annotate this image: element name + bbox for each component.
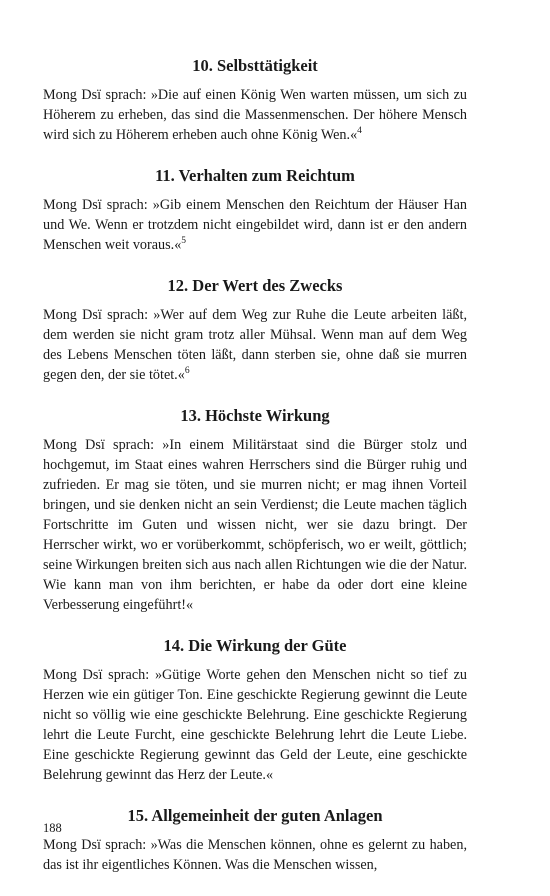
footnote-marker[interactable]: 6 [184,366,190,376]
footnote-marker[interactable]: 4 [357,126,362,136]
section-body: Mong Dsï sprach: »Wer auf dem Weg zur Ruhe die Leute arbeiten läßt, dem werden sie nicht gram trotz aller Mühsal. Wenn man auf dem Weg des Lebens Menschen töten läßt, dann sterben sie, ohne daß sie murren gegen den, der sie tötet.« [43,307,467,383]
section-text [43,85,467,145]
section-text [43,435,467,615]
section-heading: 13. Höchste Wirkung [180,406,330,425]
section-body: Mong Dsï sprach: »In einem Militärstaat sind die Bürger stolz und hochgemut, im Staat eines wahren Herrschers sind die Bürger ruhig und zufrieden. Er mag sie töten, und sie murren nicht; er mag ihnen Vorteil bringen, und sie denken nicht an sein Verdienst; die Leute machen täglich Fortschritte im Guten und wissen nicht, wer sie dazu bringt. Der Herrscher wirkt, wo er vorüberkommt, schöpferisch, wo er weilt, göttlich; seine Wirkungen breiten sich aus nach allen Richtungen wie die der Natur. Wie kann man von ihm berichten, er habe da oder dort eine kleine Verbesserung eingeführt!« [43,437,467,613]
section-heading: 14. Die Wirkung der Güte [163,636,347,655]
footnote-marker[interactable]: 5 [181,236,187,246]
section-heading: 11. Verhalten zum Reichtum [155,166,355,185]
section-14 [43,636,467,785]
section-text [43,305,467,385]
section-body: Mong Dsï sprach: »Was die Menschen können, ohne es gelernt zu haben, das ist ihr eigentliches Können. Was die Menschen wissen, [43,837,467,873]
section-body: Mong Dsï sprach: »Gib einem Menschen den Reichtum der Häuser Han und We. Wenn er trotzdem nicht eingebildet wird, dann ist er den andern Menschen weit voraus.« [43,197,467,253]
section-10 [43,56,467,145]
section-text [43,195,467,255]
section-12 [43,276,467,385]
section-heading: 12. Der Wert des Zwecks [167,276,343,295]
page-content [43,56,467,896]
section-heading: 15. Allgemeinheit der guten Anlagen [127,806,383,825]
section-text [43,665,467,785]
page-number: 188 [43,821,62,835]
section-15 [43,806,467,875]
section-text [43,835,467,875]
section-body: Mong Dsï sprach: »Die auf einen König Wen warten müssen, um sich zu Höherem zu erheben, das sind die Massenmenschen. Der höhere Mensch wird sich zu Höherem erheben auch ohne König Wen.« [43,87,467,143]
section-11 [43,166,467,255]
section-13 [43,406,467,615]
section-heading: 10. Selbsttätigkeit [192,56,318,75]
section-body: Mong Dsï sprach: »Gütige Worte gehen den Menschen nicht so tief zu Herzen wie ein gütiger Ton. Eine geschickte Regierung gewinnt die Leute nicht so völlig wie eine geschickte Belehrung. Eine geschickte Regierung lehrt die Leute Furcht, eine geschickte Belehrung lehrt die Leute Liebe. Eine geschickte Regierung gewinnt das Geld der Leute, eine geschickte Belehrung gewinnt das Herz der Leute.« [43,667,467,783]
